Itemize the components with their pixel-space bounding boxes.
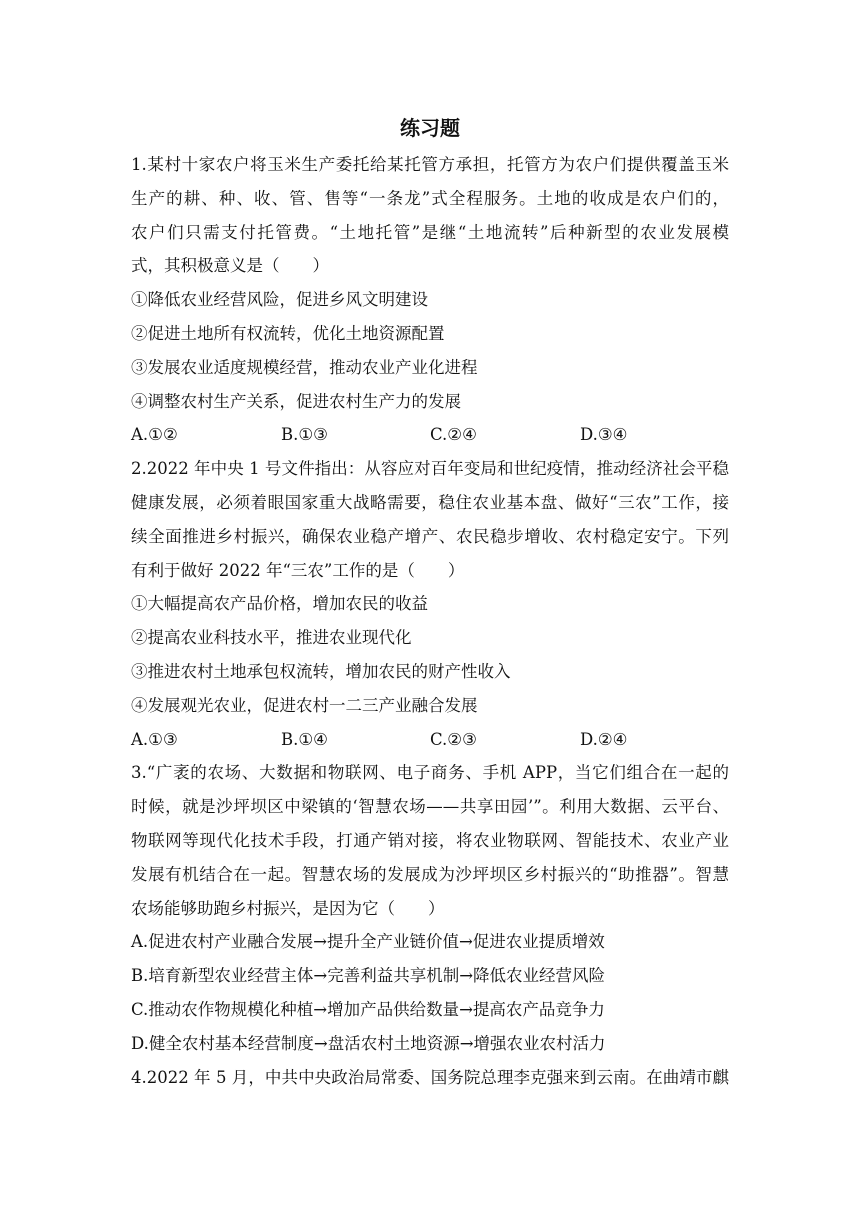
question-2-stem-line: 健康发展，必须着眼国家重大战略需要，稳住农业基本盘、做好“三农”工作，接: [131, 492, 729, 512]
question-1-statement: ④调整农村生产关系，促进农村生产力的发展: [131, 391, 461, 411]
question-2-stem-line: 续全面推进乡村振兴，确保农业稳产增产、农民稳步增收、农村稳定安宁。下列: [131, 526, 729, 546]
option-b: B.①④: [281, 729, 328, 749]
question-3-choice-d: D.健全农村基本经营制度→盘活农村土地资源→增强农业农村活力: [131, 1033, 606, 1053]
question-2-stem-line: 2.2022 年中央 1 号文件指出：从容应对百年变局和世纪疫情，推动经济社会平稳: [131, 459, 729, 479]
option-b: B.①③: [281, 425, 328, 445]
question-3-stem-line: 3.“广袤的农场、大数据和物联网、电子商务、手机 APP，当它们组合在一起的: [131, 763, 729, 783]
question-3-choice-a: A.促进农村产业融合发展→提升全产业链价值→促进农业提质增效: [131, 932, 605, 952]
question-3-choice-b: B.培育新型农业经营主体→完善利益共享机制→降低农业经营风险: [131, 966, 606, 986]
question-1-statement: ①降低农业经营风险，促进乡风文明建设: [131, 290, 428, 310]
question-2-stem-line: 有利于做好 2022 年“三农”工作的是（ ）: [131, 560, 465, 580]
question-1-options: [131, 418, 729, 452]
question-4-stem-line: 4.2022 年 5 月，中共中央政治局常委、国务院总理李克强来到云南。在曲靖市麒: [131, 1067, 729, 1087]
question-3-stem-line: 农场能够助跑乡村振兴，是因为它（ ）: [131, 898, 445, 918]
question-1-statement: ②促进土地所有权流转，优化土地资源配置: [131, 323, 445, 343]
question-1-stem-line: 生产的耕、种、收、管、售等“一条龙”式全程服务。土地的收成是农户们的，: [131, 188, 729, 208]
question-1: [131, 148, 729, 452]
option-d: D.③④: [580, 425, 628, 445]
question-1-statement: ③发展农业适度规模经营，推动农业产业化进程: [131, 357, 478, 377]
option-d: D.②④: [580, 729, 628, 749]
question-3: [131, 756, 729, 1060]
question-2-statement: ②提高农业科技水平，推进农业现代化: [131, 628, 412, 648]
option-c: C.②④: [430, 425, 477, 445]
question-2-statement: ①大幅提高农产品价格，增加农民的收益: [131, 594, 428, 614]
option-a: A.①②: [131, 425, 178, 445]
question-4: [131, 1061, 729, 1095]
question-2-statement: ④发展观光农业，促进农村一二三产业融合发展: [131, 695, 478, 715]
exercise-content: [131, 108, 729, 1094]
question-2-options: [131, 723, 729, 757]
question-3-stem-line: 物联网等现代化技术手段，打通产销对接，将农业物联网、智能技术、农业产业: [131, 830, 729, 850]
option-a: A.①③: [131, 729, 178, 749]
option-c: C.②③: [430, 729, 477, 749]
question-1-stem-line: 式，其积极意义是（ ）: [131, 256, 329, 276]
page-title: 练习题: [400, 116, 460, 140]
question-2: [131, 452, 729, 756]
question-3-choice-c: C.推动农作物规模化种植→增加产品供给数量→提高农产品竞争力: [131, 999, 605, 1019]
question-2-statement: ③推进农村土地承包权流转，增加农民的财产性收入: [131, 661, 511, 681]
question-1-stem-line: 农户们只需支付托管费。“土地托管”是继“土地流转”后种新型的农业发展模: [131, 222, 729, 242]
question-1-stem-line: 1.某村十家农户将玉米生产委托给某托管方承担，托管方为农户们提供覆盖玉米: [131, 155, 729, 174]
question-3-stem-line: 时候，就是沙坪坝区中梁镇的‘智慧农场——共享田园’”。利用大数据、云平台、: [131, 797, 729, 817]
question-3-stem-line: 发展有机结合在一起。智慧农场的发展成为沙坪坝区乡村振兴的“助推器”。智慧: [131, 864, 729, 884]
